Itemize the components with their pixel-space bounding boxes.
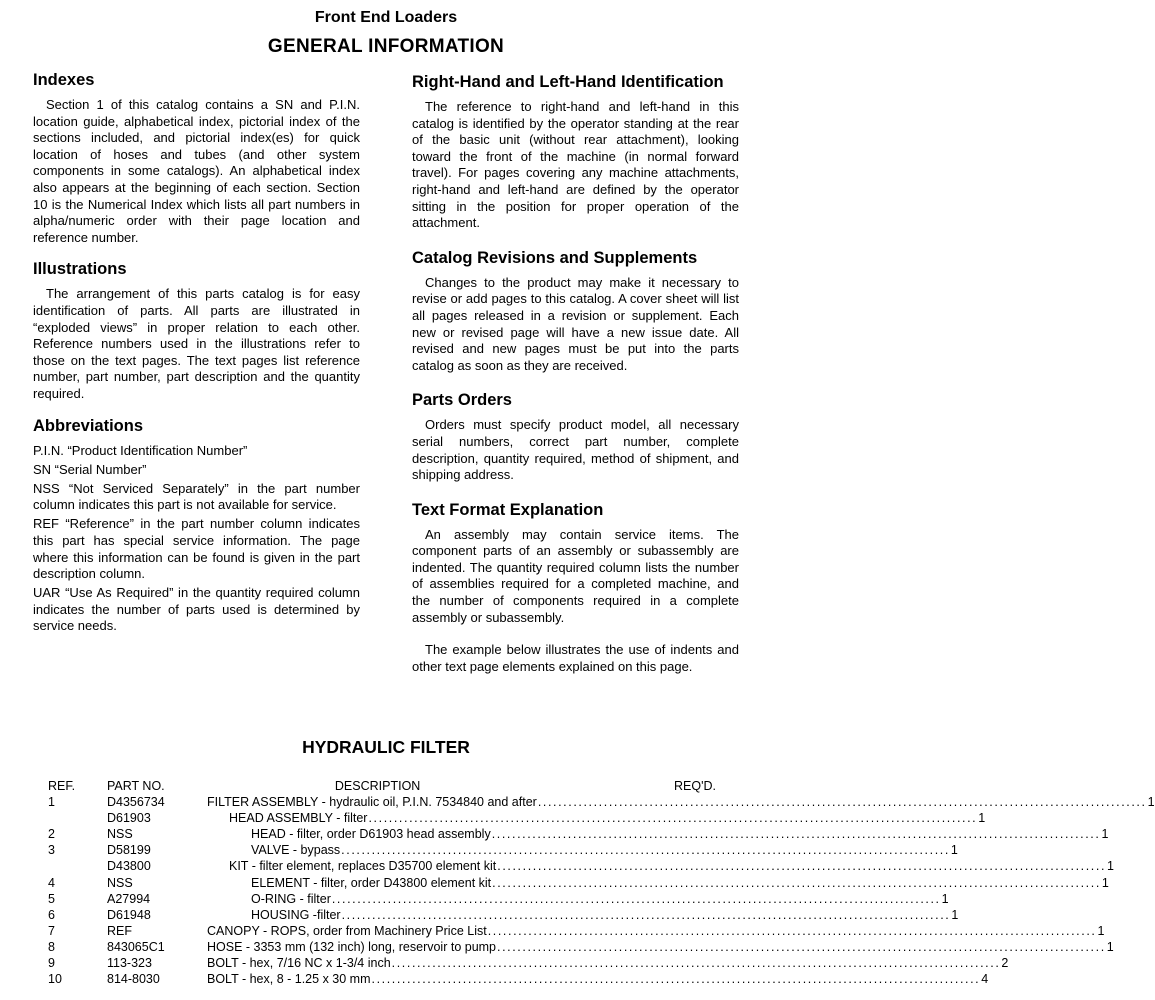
dot-leader: ........................................................................................................................ xyxy=(368,811,978,826)
ref-cell: 2 xyxy=(48,827,55,842)
description-text: BOLT - hex, 8 - 1.25 x 30 mm xyxy=(207,972,371,987)
description-cell xyxy=(207,955,1009,971)
illustrations-text: The arrangement of this parts catalog is for easy identification of parts. All parts are illustrated in “exploded views” in proper relation to each other. Reference numbers used in the illustrations refer to those on the text pages. The text pages list reference number, part number, part description and the quantity required. xyxy=(33,286,360,401)
part-number-cell: REF xyxy=(107,923,132,938)
qty-column-header: REQ'D. xyxy=(674,779,716,793)
orders-text: Orders must specify product model, all necessary serial numbers, correct part number, complete description, quantity required, method of shipment, and shipping address. xyxy=(412,417,739,483)
description-cell xyxy=(207,875,1109,891)
ref-cell: 6 xyxy=(48,907,55,922)
format-text: An assembly may contain service items. The component parts of an assembly or subassembly are indented. The quantity required column lists the number of assemblies required for a completed machine, and the number of components required in a complete assembly or subassembly. xyxy=(412,526,739,625)
quantity-cell: 1 xyxy=(1106,939,1114,954)
description-text: ELEMENT - filter, order D43800 element kit xyxy=(251,875,492,890)
description-text: HEAD - filter, order D61903 head assembly xyxy=(251,827,491,842)
table-row xyxy=(48,955,716,971)
revisions-section xyxy=(412,248,739,375)
description-cell xyxy=(207,794,1155,810)
description-cell xyxy=(207,923,1105,939)
abbreviation-item: UAR “Use As Required” in the quantity required column indicates the number of parts used is determined by service needs. xyxy=(33,585,360,634)
part-number-cell: NSS xyxy=(107,827,133,842)
format-section xyxy=(412,500,739,676)
table-row xyxy=(48,875,716,891)
description-text: FILTER ASSEMBLY - hydraulic oil, P.I.N. 7534840 and after xyxy=(207,795,537,810)
quantity-cell: 1 xyxy=(978,811,986,826)
part-number-cell: 814-8030 xyxy=(107,972,160,987)
abbreviation-item: REF “Reference” in the part number column indicates this part has special service information. The page where this information can be found is given in the part description column. xyxy=(33,516,360,582)
dot-leader: ........................................................................................................................ xyxy=(537,795,1147,810)
revisions-heading: Catalog Revisions and Supplements xyxy=(412,248,698,267)
quantity-cell: 1 xyxy=(1147,795,1155,810)
quantity-cell: 1 xyxy=(1101,827,1109,842)
format-text-example: The example below illustrates the use of indents and other text page elements explained on this page. xyxy=(412,642,739,674)
description-text: CANOPY - ROPS, order from Machinery Price List xyxy=(207,923,487,938)
dot-leader: ........................................................................................................................ xyxy=(492,875,1101,890)
part-number-cell: D4356734 xyxy=(107,795,165,810)
table-row xyxy=(48,891,716,907)
dot-leader: ........................................................................................................................ xyxy=(497,859,1107,874)
description-cell xyxy=(207,891,949,907)
page-title: GENERAL INFORMATION xyxy=(267,36,505,57)
description-cell xyxy=(207,939,1114,955)
part-number-cell: 843065C1 xyxy=(107,939,165,954)
parts-table-header xyxy=(48,778,716,794)
description-text: BOLT - hex, 7/16 NC x 1-3/4 inch xyxy=(207,956,391,971)
description-cell xyxy=(207,826,1109,842)
description-text: KIT - filter element, replaces D35700 element kit xyxy=(229,859,497,874)
description-text: HOUSING -filter xyxy=(251,907,341,922)
part-number-cell: NSS xyxy=(107,875,133,890)
ref-cell: 5 xyxy=(48,891,55,906)
ref-cell: 9 xyxy=(48,956,55,971)
illustrations-section xyxy=(33,259,360,402)
table-row xyxy=(48,842,716,858)
left-column xyxy=(33,70,360,648)
parts-table xyxy=(48,778,1155,987)
quantity-cell: 1 xyxy=(1107,859,1114,874)
table-row xyxy=(48,923,716,939)
dot-leader: ........................................................................................................................ xyxy=(491,827,1101,842)
description-text: HEAD ASSEMBLY - filter xyxy=(229,811,368,826)
quantity-cell: 1 xyxy=(1097,923,1105,938)
part-number-cell: A27994 xyxy=(107,891,151,906)
description-text: HOSE - 3353 mm (132 inch) long, reservoir to pump xyxy=(207,939,497,954)
indexes-heading: Indexes xyxy=(33,71,95,89)
rh-lh-section xyxy=(412,72,739,232)
dot-leader: ........................................................................................................................ xyxy=(331,891,941,906)
ref-cell xyxy=(48,858,107,874)
table-row xyxy=(48,858,716,874)
ref-cell xyxy=(48,810,107,826)
indexes-section xyxy=(33,70,360,246)
ref-cell: 7 xyxy=(48,923,55,938)
abbreviation-item: P.I.N. “Product Identification Number” xyxy=(33,442,248,458)
quantity-cell: 2 xyxy=(1001,956,1009,971)
description-text: VALVE - bypass xyxy=(251,843,341,858)
abbreviation-item: SN “Serial Number” xyxy=(33,461,147,477)
ref-cell: 3 xyxy=(48,843,55,858)
orders-heading: Parts Orders xyxy=(412,391,512,410)
parts-table-body xyxy=(48,794,1155,987)
part-number-cell: D61903 xyxy=(107,811,151,826)
orders-section xyxy=(412,390,739,483)
description-cell xyxy=(207,971,989,987)
part-number-cell: 113-323 xyxy=(107,956,152,971)
rh-lh-heading: Right-Hand and Left-Hand Identification xyxy=(412,73,724,91)
ref-cell: 1 xyxy=(48,795,55,810)
table-row xyxy=(48,907,716,923)
ref-cell: 4 xyxy=(48,875,55,890)
revisions-text: Changes to the product may make it necessary to revise or add pages to this catalog. A cover sheet will list all pages released in a revision or supplement. Each new or revised page will have a new issue date. All revised and new pages must be put into the parts catalog as soon as they are received. xyxy=(412,274,739,373)
description-cell xyxy=(207,842,958,858)
ref-column-header: REF. xyxy=(48,779,76,793)
description-cell xyxy=(207,907,959,923)
abbreviation-item: NSS “Not Serviced Separately” in the part number column indicates this part is not available for service. xyxy=(33,480,360,513)
abbreviations-heading: Abbreviations xyxy=(33,416,144,435)
table-row xyxy=(48,794,716,810)
table-row xyxy=(48,971,716,987)
quantity-cell: 4 xyxy=(981,972,989,987)
part-number-cell: D43800 xyxy=(107,859,151,874)
format-heading: Text Format Explanation xyxy=(412,500,604,519)
ref-cell: 10 xyxy=(48,972,62,987)
dot-leader: ........................................................................................................................ xyxy=(391,956,1001,971)
table-row xyxy=(48,939,716,955)
quantity-cell: 1 xyxy=(1101,875,1109,890)
part-number-cell: D58199 xyxy=(107,843,151,858)
hydraulic-filter-title: HYDRAULIC FILTER xyxy=(302,737,470,757)
quantity-cell: 1 xyxy=(951,907,959,922)
indexes-text: Section 1 of this catalog contains a SN and P.I.N. location guide, alphabetical index, pictorial index of the sections included, and pictorial index(es) for quick location of hoses and tubes (and other system components in some catalogs). An alphabetical index also appears at the beginning of each section. Section 10 is the Numerical Index which lists all part numbers in alpha/numeric order with their page location and reference number. xyxy=(33,97,360,245)
description-cell xyxy=(207,858,1114,874)
part-number-cell: D61948 xyxy=(107,907,151,922)
dot-leader: ........................................................................................................................ xyxy=(341,907,951,922)
dot-leader: ........................................................................................................................ xyxy=(341,843,950,858)
table-row xyxy=(48,810,716,826)
quantity-cell: 1 xyxy=(941,891,949,906)
table-row xyxy=(48,826,716,842)
document-header-title: Front End Loaders xyxy=(314,9,458,26)
dot-leader: ........................................................................................................................ xyxy=(371,972,981,987)
dot-leader: ........................................................................................................................ xyxy=(497,939,1106,954)
quantity-cell: 1 xyxy=(950,843,958,858)
ref-cell: 8 xyxy=(48,939,55,954)
part-column-header: PART NO. xyxy=(107,779,165,793)
rh-lh-text: The reference to right-hand and left-hand in this catalog is identified by the operator standing at the rear of the basic unit (without rear attachment), looking toward the front of the machine (in normal forward travel). For pages covering any machine attachments, right-hand and left-hand are defined by the operator sitting in the position for proper operation of the attachment. xyxy=(412,99,739,231)
description-column-header: DESCRIPTION xyxy=(334,779,421,793)
dot-leader: ........................................................................................................................ xyxy=(487,923,1097,938)
description-cell xyxy=(207,810,986,826)
right-column xyxy=(412,72,739,688)
abbreviations-section xyxy=(33,416,360,636)
description-text: O-RING - filter xyxy=(251,891,331,906)
illustrations-heading: Illustrations xyxy=(33,260,127,279)
